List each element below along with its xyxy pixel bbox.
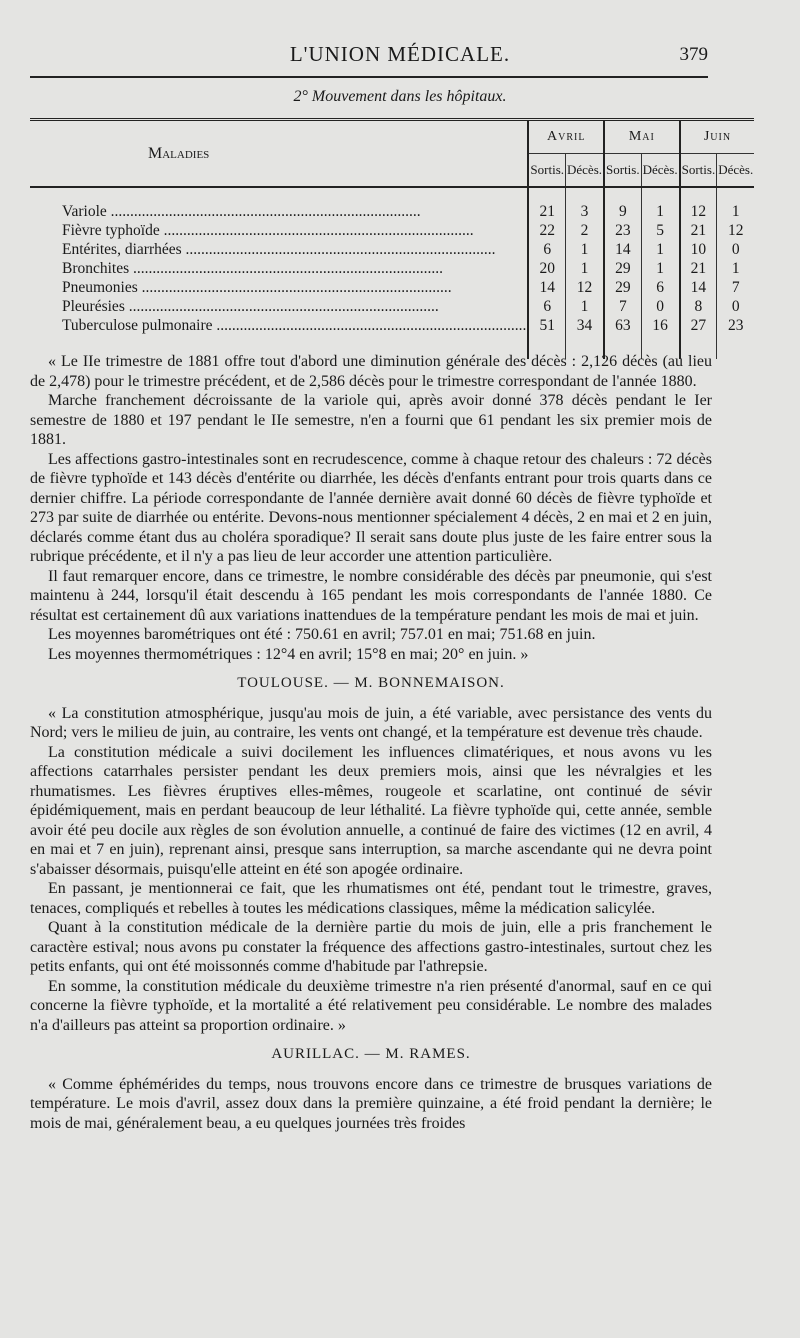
deces-value: 6 — [641, 278, 680, 297]
sortis-value: 10 — [680, 240, 717, 259]
sortis-value: 7 — [604, 297, 641, 316]
sortis-value: 63 — [604, 316, 641, 335]
sortis-value: 6 — [528, 240, 565, 259]
sortis-value: 8 — [680, 297, 717, 316]
table-row — [30, 221, 754, 240]
table-row — [30, 259, 754, 278]
table-row — [30, 297, 754, 316]
paragraph: La constitution médicale a suivi docilement les influences climatériques, et nous avons vu les affections catarrhales persister pendant les deux premiers mois, ainsi que les névralgies et les rhumatismes. Les fièvres éruptives elles-mêmes, rougeole et scarlatine, ont continué de sévir épidémiquement, mais en perdant beaucoup de leur léthalité. La fièvre typhoïde qui, cette année, semble avoir été peu docile aux règles de son évolution annuelle, a continué de faire des victimes (12 en avril, 4 en mai et 7 en juin), reprenant ainsi, presque sans interruption, sa marche ascendante qui ne devra point s'abaisser désormais, puisqu'elle atteint en été son apogée ordinaire. — [30, 743, 712, 878]
deces-value: 3 — [566, 202, 605, 221]
paragraph: « La constitution atmosphérique, jusqu'au mois de juin, a été variable, avec persistance des vents du Nord; vers le milieu de juin, au contraire, les vents ont changé, et la température est devenue très chaude. — [30, 704, 712, 741]
deces-value: 1 — [717, 202, 755, 221]
paragraph: « Comme éphémérides du temps, nous trouvons encore dans ce trimestre de brusques variations de température. Le mois d'avril, assez doux dans la première quinzaine, a été froid pendant la dernière; le mois de mai, généralement beau, a eu quelques journées très froides — [30, 1075, 712, 1132]
paragraph: Il faut remarquer encore, dans ce trimestre, le nombre considérable des décès par pneumonie, qui s'est maintenu à 244, lorsqu'il était descendu à 165 pendant les mois correspondants de l'année 1880. Ce résultat est certainement dû aux variations inattendues de la température pendant les mois de mai et juin. — [30, 567, 712, 624]
deces-value: 1 — [641, 240, 680, 259]
section-title-text: 2° Mouvement dans les hôpitaux. — [293, 88, 507, 105]
paragraph: Les affections gastro-intestinales sont en recrudescence, comme à chaque retour des chaleurs : 72 décès de fièvre typhoïde et 143 décès d'entérite ou diarrhée, les décès d'enfants entrant pour trois quarts dans ce dernier chiffre. La période correspondante de l'année dernière avait donné 60 décès de fièvre typhoïde et 273 par suite de diarrhée ou entérite. Devons-nous mentionner spécialement 4 décès, 2 en mai et 2 en juin, déclarés comme étant dus au choléra sporadique? Il serait sans doute plus juste de les faire entrer sous la rubrique précédente, et il n'y a pas lieu de leur accorder une attention particulière. — [30, 450, 712, 565]
sub-header-sortis: Sortis. — [528, 154, 565, 188]
paragraph: Les moyennes barométriques ont été : 750.61 en avril; 757.01 en mai; 751.68 en juin. — [48, 626, 596, 643]
paragraph: Marche franchement décroissante de la variole qui, après avoir donné 378 décès pendant le Ier semestre de 1880 et 197 pendant le IIe semestre, n'en a fourni que 61 pendant les six premier mois de 1881. — [30, 392, 712, 448]
paragraph: « Le IIe trimestre de 1881 offre tout d'abord une diminution générale des décès : 2,126 décès (au lieu de 2,478) pour le trimestre précédent, et de 2,586 décès pour le trimestre correspondant de l'année 1880. — [30, 353, 712, 390]
page-header — [0, 38, 800, 70]
disease-name: Pneumonies ................................................................................ — [62, 279, 452, 296]
heading-aurillac: AURILLAC. — M. RAMES. — [271, 1046, 471, 1062]
sortis-value: 14 — [528, 278, 565, 297]
disease-name: Tuberculose pulmonaire ................................................................................ — [62, 317, 527, 334]
sortis-value: 27 — [680, 316, 717, 335]
page-number: 379 — [679, 44, 708, 65]
sub-header-deces: Décès. — [566, 154, 605, 188]
sortis-value: 22 — [528, 221, 565, 240]
deces-value: 0 — [717, 297, 755, 316]
paragraph: En somme, la constitution médicale du deuxième trimestre n'a rien présenté d'anormal, sauf en ce qui concerne la fièvre typhoïde, et la mortalité a été relativement peu considérable. Le nombre des malades n'a d'ailleurs pas atteint sa proportion ordinaire. » — [30, 977, 712, 1034]
sortis-value: 21 — [528, 202, 565, 221]
deces-value: 23 — [717, 316, 755, 335]
month-header-avril: Avril — [528, 120, 604, 154]
sortis-value: 9 — [604, 202, 641, 221]
deces-value: 16 — [641, 316, 680, 335]
deces-value: 12 — [717, 221, 755, 240]
deces-value: 34 — [566, 316, 605, 335]
sortis-value: 29 — [604, 259, 641, 278]
deces-value: 5 — [641, 221, 680, 240]
deces-value: 12 — [566, 278, 605, 297]
deces-value: 1 — [641, 259, 680, 278]
table-row — [30, 278, 754, 297]
sortis-value: 6 — [528, 297, 565, 316]
table-row — [30, 316, 754, 335]
deces-value: 0 — [641, 297, 680, 316]
table-row — [30, 202, 754, 221]
paragraph: En passant, je mentionnerai ce fait, que les rhumatismes ont été, pendant tout le trimestre, graves, tenaces, compliqués et rebelles à toutes les médications classiques, même la médication salicylée. — [30, 880, 712, 917]
deces-value: 0 — [717, 240, 755, 259]
month-header-mai: Mai — [604, 120, 680, 154]
sortis-value: 14 — [680, 278, 717, 297]
sortis-value: 29 — [604, 278, 641, 297]
deces-value: 7 — [717, 278, 755, 297]
heading-toulouse: TOULOUSE. — M. BONNEMAISON. — [237, 675, 505, 691]
sortis-value: 51 — [528, 316, 565, 335]
header-rule — [30, 76, 708, 78]
sortis-value: 14 — [604, 240, 641, 259]
deces-value: 1 — [566, 240, 605, 259]
paragraph: Quant à la constitution médicale de la dernière partie du mois de juin, elle a pris franchement le caractère estival; nous avons pu constater la fréquence des affections gastro-intestinales, surtout chez les petits enfants, qui ont été moissonnés comme d'habitude par l'athrepsie. — [30, 919, 712, 975]
deces-value: 1 — [641, 202, 680, 221]
hospital-statistics-table — [30, 118, 754, 359]
deces-value: 1 — [566, 297, 605, 316]
deces-value: 1 — [717, 259, 755, 278]
maladies-header: Maladies — [30, 120, 528, 188]
sub-header-sortis: Sortis. — [680, 154, 717, 188]
table-row — [30, 240, 754, 259]
sub-header-deces: Décès. — [717, 154, 755, 188]
disease-name: Pleurésies ................................................................................ — [62, 298, 439, 315]
deces-value: 1 — [566, 259, 605, 278]
deces-value: 2 — [566, 221, 605, 240]
disease-name: Bronchites ................................................................................ — [62, 260, 444, 277]
disease-name: Variole ................................................................................ — [62, 203, 421, 220]
article-body — [30, 352, 712, 1133]
disease-name: Entérites, diarrhées ................................................................................ — [62, 241, 496, 258]
sortis-value: 20 — [528, 259, 565, 278]
sortis-value: 23 — [604, 221, 641, 240]
section-title — [0, 88, 800, 106]
sortis-value: 12 — [680, 202, 717, 221]
month-header-juin: Juin — [680, 120, 755, 154]
sub-header-sortis: Sortis. — [604, 154, 641, 188]
sortis-value: 21 — [680, 259, 717, 278]
sortis-value: 21 — [680, 221, 717, 240]
paragraph: Les moyennes thermométriques : 12°4 en avril; 15°8 en mai; 20° en juin. » — [48, 645, 529, 663]
running-title: L'UNION MÉDICALE. — [289, 42, 511, 66]
disease-name: Fièvre typhoïde ................................................................................ — [62, 222, 474, 239]
sub-header-deces: Décès. — [641, 154, 680, 188]
